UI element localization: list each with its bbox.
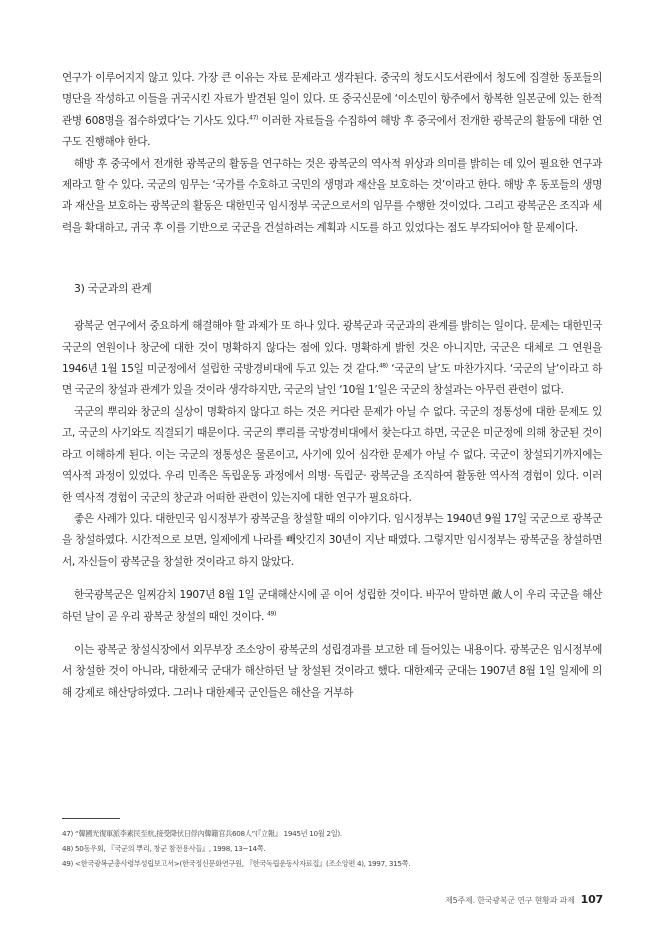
page-footer bbox=[445, 893, 603, 906]
running-title: 제5주제. 한국광복군 연구 현황과 과제 bbox=[445, 896, 575, 905]
footnote-divider bbox=[62, 818, 120, 819]
footnote-49: 49) <한국광복군총사령부성립보고서>(한국정신문화연구원, 『한국독립운동사자료집』(조소앙편 4), 1997, 315쪽. bbox=[62, 859, 411, 868]
page-number: 107 bbox=[580, 893, 603, 906]
paragraph-1: 연구가 이루어지지 않고 있다. 가장 큰 이유는 자료 문제라고 생각된다. 중국의 청도시도서관에서 청도에 집결한 동포들의 명단을 작성하고 이들을 귀국시킨 자료가 발견된 일이 있다. 또 중국신문에 ‘이소민이 항주에서 항복한 일본군에 있는 한적관병 608명을 접수하였다’는 기사도 있다.$^{47)}$ 이러한 자료들을 수집하여 해방 후 중국에서 전개한 광복군의 활동에 대한 연구도 진행해야 한다. bbox=[62, 72, 602, 149]
footnote-47: 47) “韓國光復軍派李素民至杭,接受降伏日俘內韓籍官兵608人”(『立報』 1945년 10월 2일). bbox=[62, 829, 342, 838]
block-quote: 한국광복군은 일찌감치 1907년 8월 1일 군대해산시에 곧 이어 성립한 것이다. 바꾸어 말하면 敵人이 우리 국군을 해산하던 날이 곧 우리 광복군 창설의 때인 것이다. $^{49)}$ bbox=[62, 589, 602, 623]
main-text bbox=[62, 68, 602, 704]
footnote-ref-49[interactable]: 49) bbox=[267, 610, 277, 617]
footnote-ref-48[interactable]: 48) bbox=[378, 362, 388, 370]
section-heading: 3) 국군과의 관계 bbox=[74, 282, 152, 296]
paragraph-5: 좋은 사례가 있다. 대한민국 임시정부가 광복군을 창설할 때의 이야기다. 임시정부는 1940년 9월 17일 국군으로 광복군을 창설하였다. 시간적으로 보면, 일제에게 나라를 빼앗긴지 30년이 지난 때였다. 그렇지만 임시정부는 광복군을 창설하면서, 자신들이 광복군을 창설한 것이라고 하지 않았다. bbox=[62, 512, 602, 568]
paragraph-6: 이는 광복군 창설식장에서 외무부장 조소앙이 광복군의 성립경과를 보고한 데 들어있는 내용이다. 광복군은 임시정부에서 창설한 것이 아니라, 대한제국 군대가 해산하던 날 창설된 것이라고 했다. 대한제국 군대는 1907년 8월 1일 일제에 의해 강제로 해산당하였다. 그러나 대한제국 군인들은 해산을 거부하 bbox=[62, 643, 602, 699]
footnote-ref-47[interactable]: 47) bbox=[249, 114, 259, 122]
footnote-48: 48) 50동우회, 『국군의 뿌리, 창군 참전용사들』, 1998, 13~14쪽. bbox=[62, 844, 266, 853]
paragraph-3: 광복군 연구에서 중요하게 해결해야 할 과제가 또 하나 있다. 광복군과 국군과의 관계를 밝히는 일이다. 문제는 대한민국 국군의 연원이나 창군에 대한 것이 명확하지 않다는 점에 있다. 명확하게 밝힌 것은 아니지만, 국군은 대체로 그 연원을 1946년 1월 15일 미군정에서 설립한 국방경비대에 두고 있는 것 같다.$^{48)}$ ‘국군의 날’도 마찬가지다. ‘국군의 날’이라고 하면 국군의 창설과 관계가 있을 것이라 생각하지만, 국군의 날인 ‘10월 1’일은 국군의 창설과는 아무런 관련이 없다. bbox=[62, 320, 602, 397]
footnotes bbox=[62, 826, 602, 871]
paragraph-4: 국군의 뿌리와 창군의 실상이 명확하지 않다고 하는 것은 커다란 문제가 아닐 수 없다. 국군의 정통성에 대한 문제도 있고, 국군의 사기와도 직결되기 때문이다. 국군의 뿌리를 국방경비대에서 찾는다고 하면, 국군은 미군정에 의해 창군된 것이라고 이해하게 된다. 이는 국군의 정통성은 물론이고, 사기에 있어 심각한 문제가 아닐 수 없다. 국군이 창설되기까지에는 역사적 과정이 있었다. 우리 민족은 독립운동 과정에서 의병· 독립군· 광복군을 조직하여 활동한 역사적 경험이 있다. 이러한 역사적 경험이 국군의 창군과 어떠한 관련이 있는지에 대한 연구가 필요하다. bbox=[62, 405, 602, 504]
paragraph-2: 해방 후 중국에서 전개한 광복군의 활동을 연구하는 것은 광복군의 역사적 위상과 의미를 밝히는 데 있어 필요한 연구과제라고 할 수 있다. 국군의 임무는 ‘국가를 수호하고 국민의 생명과 재산을 보호하는 것’이라고 한다. 해방 후 동포들의 생명과 재산을 보호하는 광복군의 활동은 대한민국 임시정부 국군으로서의 임무를 수행한 것이었다. 그리고 광복군은 조직과 세력을 확대하고, 귀국 후 이를 기반으로 국군을 건설하려는 계획과 시도를 하고 있었다는 점도 부각되어야 할 문제이다. bbox=[62, 157, 602, 234]
